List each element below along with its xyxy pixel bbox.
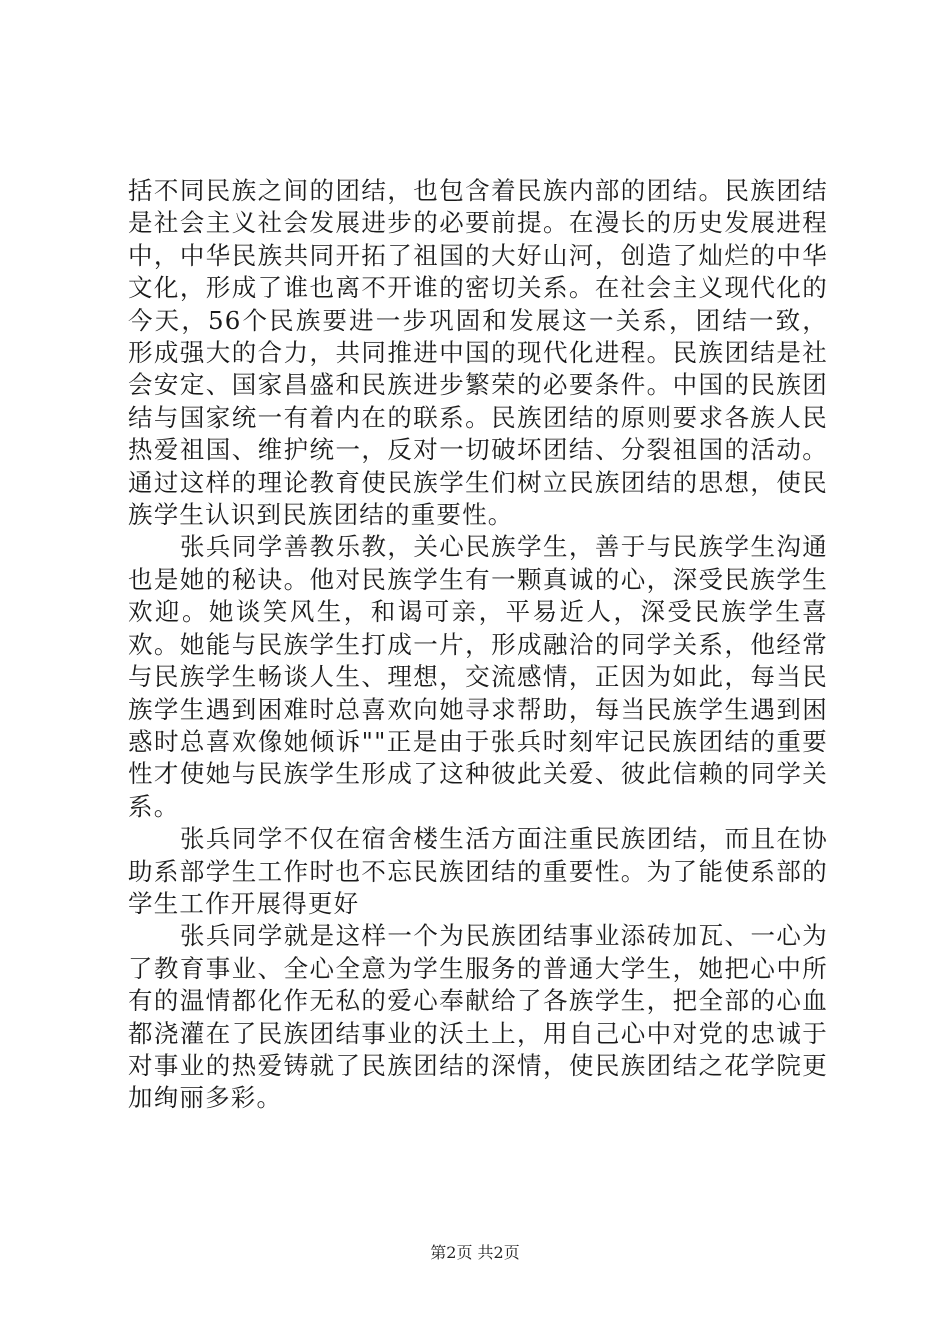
paragraph-conclusion: 张兵同学就是这样一个为民族团结事业添砖加瓦、一心为了教育事业、全心全意为学生服务的普通大学生，她把心中所有的温情都化作无私的爱心奉献给了各族学生，把全部的心血都浇灌在了民族团结事业的沃土上，用自己心中对党的忠诚于对事业的热爱铸就了民族团结的深情，使民族团结之花学院更加绚丽多彩。 <box>128 921 828 1113</box>
paragraph-dormitory: 张兵同学不仅在宿舍楼生活方面注重民族团结，而且在协助系部学生工作时也不忘民族团结的重要性。为了能使系部的学生工作开展得更好 <box>128 824 828 918</box>
document-body <box>128 175 828 1115</box>
paragraph-continuation: 括不同民族之间的团结，也包含着民族内部的团结。民族团结是社会主义社会发展进步的必要前提。在漫长的历史发展进程中，中华民族共同开拓了祖国的大好山河，创造了灿烂的中华文化，形成了谁也离不开谁的密切关系。在社会主义现代化的今天，56个民族要进一步巩固和发展这一关系，团结一致，形成强大的合力，共同推进中国的现代化进程。民族团结是社会安定、国家昌盛和民族进步繁荣的必要条件。中国的民族团结与国家统一有着内在的联系。民族团结的原则要求各族人民热爱祖国、维护统一，反对一切破坏团结、分裂祖国的活动。通过这样的理论教育使民族学生们树立民族团结的思想，使民族学生认识到民族团结的重要性。 <box>128 176 828 530</box>
paragraph-communication: 张兵同学善教乐教，关心民族学生，善于与民族学生沟通也是她的秘诀。他对民族学生有一颗真诚的心，深受民族学生欢迎。她谈笑风生，和谒可亲，平易近人，深受民族学生喜欢。她能与民族学生打成一片，形成融洽的同学关系，他经常与民族学生畅谈人生、理想，交流感情，正因为如此，每当民族学生遇到困难时总喜欢向她寻求帮助，每当民族学生遇到困惑时总喜欢像她倾诉""正是由于张兵时刻牢记民族团结的重要性才使她与民族学生形成了这种彼此关爱、彼此信赖的同学关系。 <box>128 532 828 821</box>
page-number-footer: 第2页 共2页 <box>430 1243 520 1262</box>
